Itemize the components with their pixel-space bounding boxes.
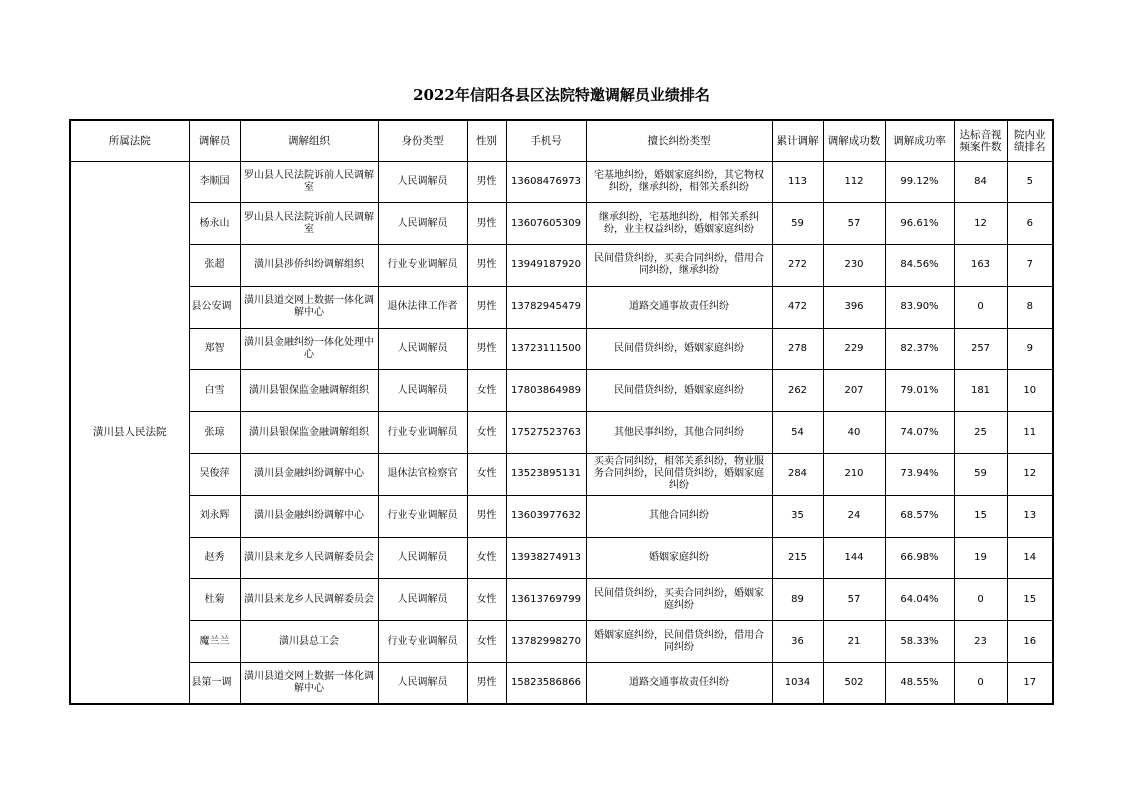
cell-gender: 男性	[467, 161, 506, 203]
cell-organization: 潢川县金融纠纷调解中心	[240, 495, 378, 537]
cell-mediator: 县公安调	[189, 286, 240, 328]
cell-mediator: 杨永山	[189, 203, 240, 245]
table-row	[70, 454, 1053, 496]
cell-specialty: 继承纠纷，宅基地纠纷，相邻关系纠纷，业主权益纠纷，婚姻家庭纠纷	[586, 203, 772, 245]
cell-av-cases: 59	[954, 454, 1007, 496]
header-rank: 院内业绩排名	[1007, 120, 1053, 161]
cell-success-rate: 74.07%	[885, 412, 954, 454]
cell-identity-type: 人民调解员	[378, 328, 467, 370]
table-row	[70, 286, 1053, 328]
performance-table	[69, 119, 1054, 705]
cell-identity-type: 退休法官检察官	[378, 454, 467, 496]
cell-specialty: 其他民事纠纷，其他合同纠纷	[586, 412, 772, 454]
table-row	[70, 203, 1053, 245]
cell-mediator: 杜菊	[189, 579, 240, 621]
cell-organization: 潢川县银保监金融调解组织	[240, 412, 378, 454]
cell-identity-type: 人民调解员	[378, 203, 467, 245]
cell-phone: 13608476973	[506, 161, 586, 203]
cell-organization: 潢川县银保监金融调解组织	[240, 370, 378, 412]
cell-organization: 潢川县道交网上数据一体化调解中心	[240, 663, 378, 705]
cell-identity-type: 人民调解员	[378, 663, 467, 705]
cell-rank: 13	[1007, 495, 1053, 537]
cell-phone: 13949187920	[506, 245, 586, 287]
table-row	[70, 245, 1053, 287]
cell-rank: 6	[1007, 203, 1053, 245]
cell-total-mediations: 89	[772, 579, 823, 621]
cell-total-mediations: 35	[772, 495, 823, 537]
cell-phone: 13782945479	[506, 286, 586, 328]
cell-total-mediations: 215	[772, 537, 823, 579]
cell-identity-type: 行业专业调解员	[378, 621, 467, 663]
cell-gender: 女性	[467, 537, 506, 579]
cell-phone: 13523895131	[506, 454, 586, 496]
cell-success-rate: 66.98%	[885, 537, 954, 579]
header-specialty: 擅长纠纷类型	[586, 120, 772, 161]
cell-gender: 男性	[467, 245, 506, 287]
cell-identity-type: 人民调解员	[378, 579, 467, 621]
cell-gender: 男性	[467, 203, 506, 245]
cell-av-cases: 257	[954, 328, 1007, 370]
cell-mediator: 张琼	[189, 412, 240, 454]
table-row	[70, 328, 1053, 370]
cell-rank: 15	[1007, 579, 1053, 621]
cell-rank: 7	[1007, 245, 1053, 287]
cell-success-rate: 82.37%	[885, 328, 954, 370]
cell-success-rate: 68.57%	[885, 495, 954, 537]
cell-organization: 潢川县金融纠纷一体化处理中心	[240, 328, 378, 370]
cell-total-mediations: 113	[772, 161, 823, 203]
cell-av-cases: 181	[954, 370, 1007, 412]
cell-success-count: 230	[823, 245, 885, 287]
header-row	[70, 120, 1053, 161]
cell-phone: 17527523763	[506, 412, 586, 454]
cell-organization: 罗山县人民法院诉前人民调解室	[240, 161, 378, 203]
cell-phone: 15823586866	[506, 663, 586, 705]
table-row	[70, 370, 1053, 412]
cell-mediator: 魔兰兰	[189, 621, 240, 663]
cell-av-cases: 84	[954, 161, 1007, 203]
cell-phone: 13723111500	[506, 328, 586, 370]
cell-gender: 男性	[467, 328, 506, 370]
cell-rank: 5	[1007, 161, 1053, 203]
cell-organization: 潢川县涉侨纠纷调解组织	[240, 245, 378, 287]
cell-success-rate: 64.04%	[885, 579, 954, 621]
cell-rank: 16	[1007, 621, 1053, 663]
header-gender: 性别	[467, 120, 506, 161]
cell-identity-type: 行业专业调解员	[378, 412, 467, 454]
cell-success-rate: 83.90%	[885, 286, 954, 328]
cell-phone: 13782998270	[506, 621, 586, 663]
cell-total-mediations: 472	[772, 286, 823, 328]
cell-organization: 潢川县金融纠纷调解中心	[240, 454, 378, 496]
table-row	[70, 412, 1053, 454]
cell-organization: 潢川县道交网上数据一体化调解中心	[240, 286, 378, 328]
cell-specialty: 买卖合同纠纷，相邻关系纠纷，物业服务合同纠纷，民间借贷纠纷，婚姻家庭纠纷	[586, 454, 772, 496]
table-header	[70, 120, 1053, 161]
header-organization: 调解组织	[240, 120, 378, 161]
cell-specialty: 婚姻家庭纠纷	[586, 537, 772, 579]
cell-specialty: 其他合同纠纷	[586, 495, 772, 537]
cell-rank: 8	[1007, 286, 1053, 328]
cell-success-count: 57	[823, 203, 885, 245]
cell-success-count: 21	[823, 621, 885, 663]
table-row	[70, 579, 1053, 621]
cell-specialty: 道路交通事故责任纠纷	[586, 286, 772, 328]
cell-av-cases: 0	[954, 286, 1007, 328]
cell-mediator: 李顺国	[189, 161, 240, 203]
cell-gender: 男性	[467, 663, 506, 705]
cell-mediator: 刘永辉	[189, 495, 240, 537]
cell-total-mediations: 284	[772, 454, 823, 496]
cell-mediator: 赵秀	[189, 537, 240, 579]
cell-phone: 13603977632	[506, 495, 586, 537]
cell-organization: 罗山县人民法院诉前人民调解室	[240, 203, 378, 245]
cell-success-count: 210	[823, 454, 885, 496]
cell-identity-type: 人民调解员	[378, 161, 467, 203]
cell-total-mediations: 59	[772, 203, 823, 245]
cell-success-rate: 73.94%	[885, 454, 954, 496]
header-total-mediations: 累计调解	[772, 120, 823, 161]
cell-mediator: 县第一调	[189, 663, 240, 705]
table-body	[70, 161, 1053, 704]
cell-success-count: 144	[823, 537, 885, 579]
cell-success-count: 207	[823, 370, 885, 412]
table-row	[70, 663, 1053, 705]
cell-specialty: 民间借贷纠纷，婚姻家庭纠纷	[586, 328, 772, 370]
header-success-rate: 调解成功率	[885, 120, 954, 161]
cell-total-mediations: 262	[772, 370, 823, 412]
cell-specialty: 民间借贷纠纷，买卖合同纠纷，婚姻家庭纠纷	[586, 579, 772, 621]
cell-gender: 男性	[467, 495, 506, 537]
cell-success-rate: 84.56%	[885, 245, 954, 287]
cell-gender: 女性	[467, 579, 506, 621]
cell-total-mediations: 1034	[772, 663, 823, 705]
cell-court: 潢川县人民法院	[70, 161, 189, 704]
cell-rank: 10	[1007, 370, 1053, 412]
cell-success-count: 40	[823, 412, 885, 454]
header-mediator: 调解员	[189, 120, 240, 161]
cell-identity-type: 行业专业调解员	[378, 245, 467, 287]
cell-specialty: 民间借贷纠纷，婚姻家庭纠纷	[586, 370, 772, 412]
cell-specialty: 道路交通事故责任纠纷	[586, 663, 772, 705]
cell-av-cases: 25	[954, 412, 1007, 454]
cell-mediator: 张超	[189, 245, 240, 287]
cell-phone: 17803864989	[506, 370, 586, 412]
cell-rank: 9	[1007, 328, 1053, 370]
cell-phone: 13613769799	[506, 579, 586, 621]
cell-phone: 13938274913	[506, 537, 586, 579]
cell-total-mediations: 54	[772, 412, 823, 454]
table-row	[70, 621, 1053, 663]
header-phone: 手机号	[506, 120, 586, 161]
cell-gender: 女性	[467, 412, 506, 454]
cell-mediator: 吴俊萍	[189, 454, 240, 496]
cell-total-mediations: 278	[772, 328, 823, 370]
cell-gender: 女性	[467, 370, 506, 412]
cell-identity-type: 人民调解员	[378, 370, 467, 412]
cell-rank: 17	[1007, 663, 1053, 705]
table-row	[70, 161, 1053, 203]
header-identity-type: 身份类型	[378, 120, 467, 161]
cell-av-cases: 15	[954, 495, 1007, 537]
cell-av-cases: 163	[954, 245, 1007, 287]
cell-success-rate: 96.61%	[885, 203, 954, 245]
cell-total-mediations: 36	[772, 621, 823, 663]
cell-total-mediations: 272	[772, 245, 823, 287]
header-court: 所属法院	[70, 120, 189, 161]
page-title: 2022年信阳各县区法院特邀调解员业绩排名	[413, 86, 710, 104]
header-av-cases: 达标音视频案件数	[954, 120, 1007, 161]
cell-identity-type: 行业专业调解员	[378, 495, 467, 537]
cell-success-count: 112	[823, 161, 885, 203]
cell-identity-type: 人民调解员	[378, 537, 467, 579]
cell-av-cases: 19	[954, 537, 1007, 579]
cell-gender: 男性	[467, 286, 506, 328]
header-success-count: 调解成功数	[823, 120, 885, 161]
cell-success-rate: 58.33%	[885, 621, 954, 663]
cell-success-rate: 99.12%	[885, 161, 954, 203]
cell-rank: 14	[1007, 537, 1053, 579]
cell-av-cases: 23	[954, 621, 1007, 663]
cell-success-count: 57	[823, 579, 885, 621]
table-row	[70, 495, 1053, 537]
table-row	[70, 537, 1053, 579]
cell-gender: 女性	[467, 621, 506, 663]
cell-rank: 12	[1007, 454, 1053, 496]
cell-success-rate: 48.55%	[885, 663, 954, 705]
cell-specialty: 民间借贷纠纷，买卖合同纠纷，借用合同纠纷，继承纠纷	[586, 245, 772, 287]
cell-specialty: 宅基地纠纷，婚姻家庭纠纷，其它物权纠纷，继承纠纷，相邻关系纠纷	[586, 161, 772, 203]
cell-mediator: 白雪	[189, 370, 240, 412]
cell-organization: 潢川县总工会	[240, 621, 378, 663]
cell-success-count: 229	[823, 328, 885, 370]
cell-identity-type: 退休法律工作者	[378, 286, 467, 328]
cell-gender: 女性	[467, 454, 506, 496]
cell-success-rate: 79.01%	[885, 370, 954, 412]
cell-rank: 11	[1007, 412, 1053, 454]
cell-specialty: 婚姻家庭纠纷，民间借贷纠纷，借用合同纠纷	[586, 621, 772, 663]
cell-av-cases: 0	[954, 579, 1007, 621]
cell-av-cases: 0	[954, 663, 1007, 705]
cell-organization: 潢川县来龙乡人民调解委员会	[240, 579, 378, 621]
cell-mediator: 郑智	[189, 328, 240, 370]
cell-av-cases: 12	[954, 203, 1007, 245]
cell-success-count: 396	[823, 286, 885, 328]
cell-phone: 13607605309	[506, 203, 586, 245]
cell-organization: 潢川县来龙乡人民调解委员会	[240, 537, 378, 579]
cell-success-count: 502	[823, 663, 885, 705]
cell-success-count: 24	[823, 495, 885, 537]
